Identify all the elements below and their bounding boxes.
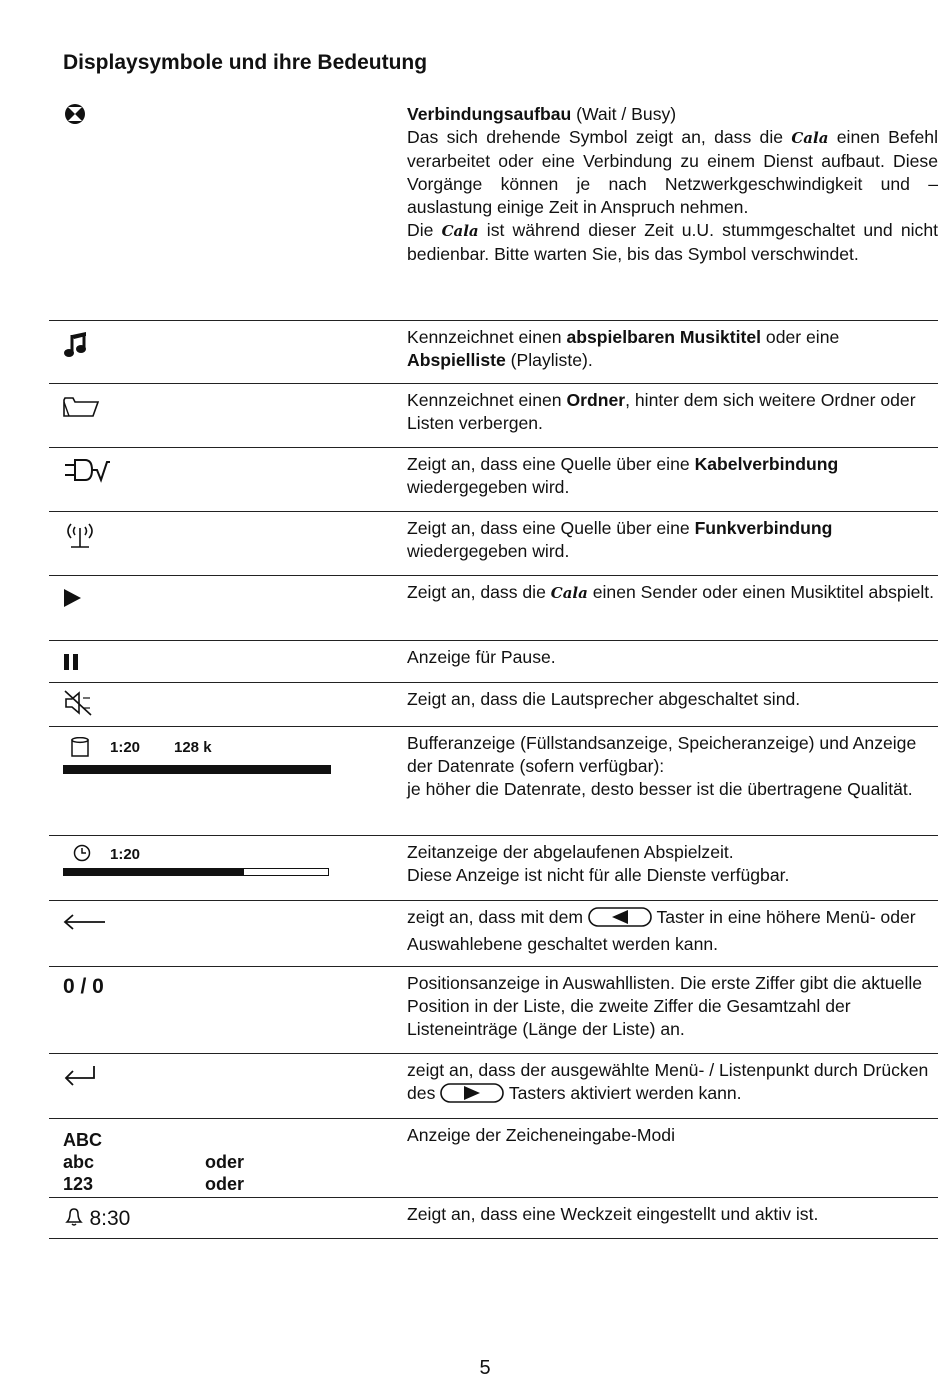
brand-logo: Cala (791, 129, 829, 147)
page-title: Displaysymbole und ihre Bedeutung (63, 51, 428, 74)
pause-icon (63, 653, 81, 676)
buffer-bar-fill (64, 766, 330, 773)
table-row: Kennzeichnet einen abspielbaren Musiktitel oder eine Abspielliste (Playliste). (49, 321, 938, 384)
elapsed-time: 1:20 (110, 846, 141, 863)
data-rate: 128 k (174, 739, 212, 756)
wireless-connection-icon (63, 520, 101, 555)
row-title: Verbindungsaufbau (407, 104, 572, 124)
bell-icon (63, 1205, 85, 1232)
clock-icon (73, 844, 91, 867)
table-row: zeigt an, dass der ausgewählte Menü- / Listenpunkt durch Drücken des Tasters aktiviert werden kann. (49, 1054, 938, 1119)
mode-uppercase: ABC oder (63, 1130, 245, 1172)
table-row: 1:20 128 k Bufferanzeige (Füllstandsanzeige, Speicheranzeige) und Anzeige der Datenrate (sofern verfügbar): je höher die Datenrate, desto besser ist die übertragene Qualität. (49, 727, 938, 836)
brand-logo: Cala (550, 584, 588, 602)
back-arrow-icon (63, 913, 107, 936)
buffer-time: 1:20 (110, 739, 141, 756)
table-row: 8:30 Zeigt an, dass eine Weckzeit eingestellt und aktiv ist. (49, 1198, 938, 1239)
cable-connection-icon (63, 456, 111, 489)
enter-arrow-icon (63, 1064, 97, 1091)
table-row: Zeigt an, dass eine Quelle über eine Funkverbindung wiedergegeben wird. (49, 512, 938, 576)
buffer-bar (63, 765, 331, 774)
buffer-icon (71, 737, 89, 762)
table-row: Zeigt an, dass die Cala einen Sender oder einen Musiktitel abspielt. (49, 576, 938, 641)
table-row: ABC oder abc oder 123 Anzeige der Zeicheneingabe-Modi (49, 1119, 938, 1198)
mode-lowercase: abc oder (63, 1152, 245, 1194)
table-row: Zeigt an, dass eine Quelle über eine Kabelverbindung wiedergegeben wird. (49, 448, 938, 512)
mode-numeric: 123 (63, 1174, 94, 1194)
folder-icon (63, 396, 99, 423)
table-row: zeigt an, dass mit dem Taster in eine höhere Menü- oder Auswahlebene geschaltet werden kann. (49, 901, 938, 967)
progress-bar-fill (64, 869, 244, 875)
right-key-icon (440, 1083, 504, 1109)
table-row: 0 / 0 Positionsanzeige in Auswahllisten. Die erste Ziffer gibt die aktuelle Position in der Liste, die zweite Ziffer die Gesamtzahl der Listeneinträge (Länge der Liste) an. (49, 967, 938, 1054)
table-row: 1:20 Zeitanzeige der abgelaufenen Abspielzeit. Diese Anzeige ist nicht für alle Dienste verfügbar. (49, 836, 938, 901)
progress-bar (63, 868, 329, 876)
wait-busy-icon (63, 102, 87, 131)
table-row: Anzeige für Pause. (49, 641, 938, 683)
page-number: 5 (479, 1357, 491, 1379)
speaker-muted-icon (63, 689, 93, 722)
table-row: Kennzeichnet einen Ordner, hinter dem sich weitere Ordner oder Listen verbergen. (49, 384, 938, 448)
table-row: Zeigt an, dass die Lautsprecher abgeschaltet sind. (49, 683, 938, 727)
play-icon (63, 588, 83, 613)
symbol-table (49, 98, 938, 1239)
table-row: Verbindungsaufbau (Wait / Busy) Das sich drehende Symbol zeigt an, dass die Cala einen Befehl verarbeitet oder eine Verbindung zu einem Dienst aufbaut. Diese Vorgänge können je nach Netzwerkgeschwindigkeit und –auslastung einige Zeit in Anspruch nehmen. Die Cala ist während dieser Zeit u.U. stummgeschaltet und nicht bedienbar. Bitte warten Sie, bis das Symbol verschwindet. (49, 98, 938, 321)
position-indicator: 0 / 0 (63, 975, 104, 998)
alarm-time: 8:30 (89, 1207, 131, 1230)
left-key-icon (588, 907, 652, 933)
brand-logo: Cala (441, 222, 479, 240)
music-note-icon (63, 331, 89, 364)
input-mode-list (63, 1129, 393, 1195)
